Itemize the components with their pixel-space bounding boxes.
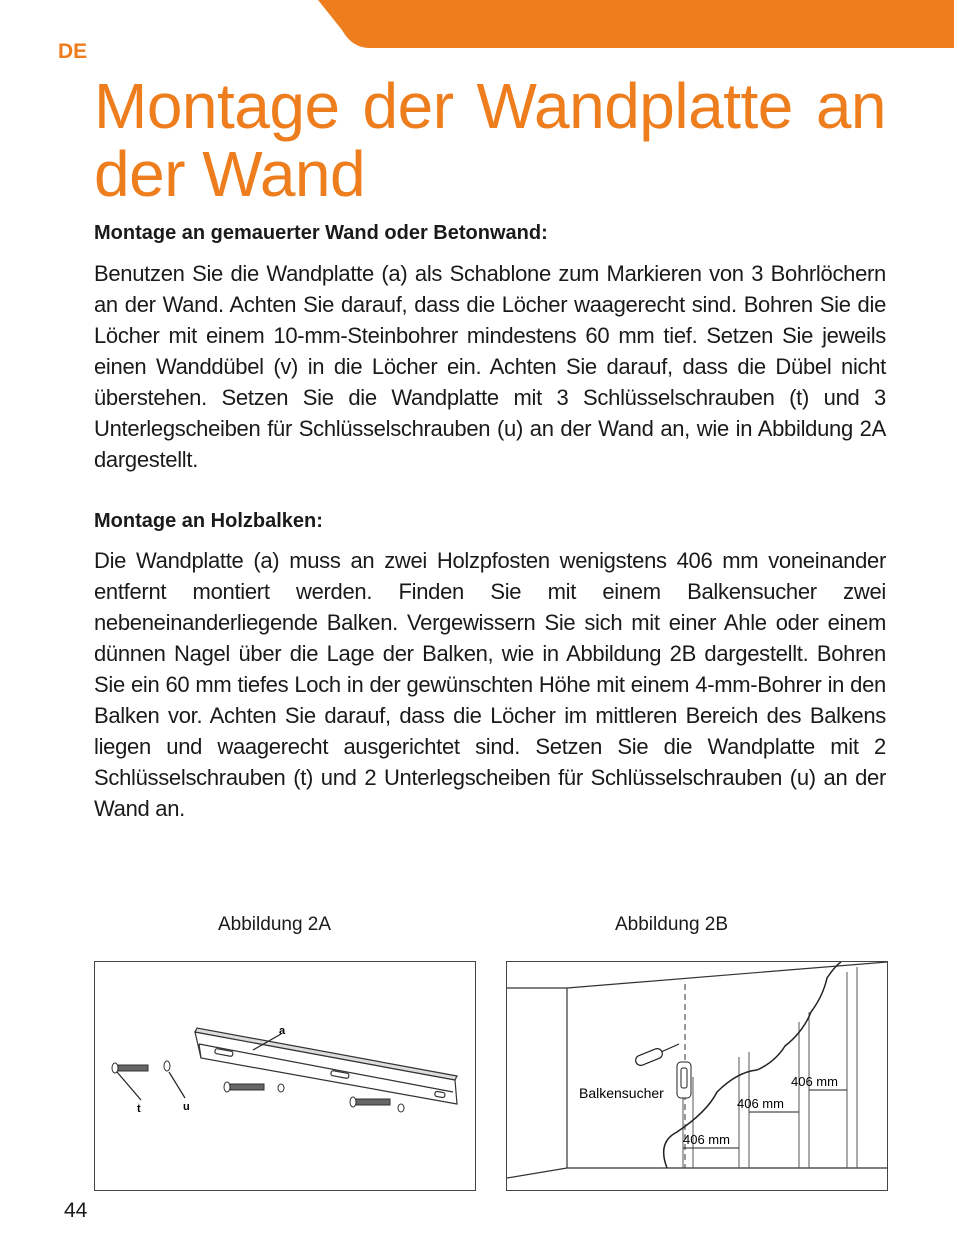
figure-2b-stud-finder-illustration [506,961,888,1191]
section-text-wood: Die Wandplatte (a) muss an zwei Holzpfosten wenigstens 406 mm voneinander entfernt montiert werden. Finden Sie mit einem Balkensucher zwei nebeneinanderliegende Balken. Vergewissern Sie sich mit einer Ahle oder einem dünnen Nagel über die Lage der Balken, wie in Abbildung 2B dargestellt. Bohren Sie ein 60 mm tiefes Loch in der gewünschten Höhe mit einem 4-mm-Bohrer in den Balken vor. Achten Sie darauf, dass die Löcher im mittleren Bereich des Balkens liegen und waagerecht ausgerichtet sind. Setzen Sie die Wandplatte mit 2 Schlüsselschrauben (t) und 2 Unterlegscheiben für Schlüsselschrauben (u) an der Wand an. [94,548,886,821]
dimension-label-3: 406 mm [791,1074,838,1089]
section-heading-wood: Montage an Holzbalken: [94,510,323,532]
dimension-label-1: 406 mm [683,1132,730,1147]
figure-2a-caption: Abbildung 2A [218,914,332,935]
section-heading-masonry: Montage an gemauerter Wand oder Betonwand: [94,222,548,244]
figure-2b-caption: Abbildung 2B [615,914,729,935]
awl-icon [634,1044,679,1067]
label-a: a [279,1025,286,1037]
label-stud-finder: Balkensucher [579,1085,664,1101]
page-title: Montage der Wandplatte an der Wand [94,70,886,210]
section-text-masonry: Benutzen Sie die Wandplatte (a) als Schablone zum Markieren von 3 Bohrlöchern an der Wand. Achten Sie darauf, dass die Löcher waagerecht sind. Bohren Sie die Löcher mit einem 10-mm-Steinbohrer mindestens 60 mm tief. Setzen Sie jeweils einen Wanddübel (v) in die Löcher ein. Achten Sie darauf, dass die Dübel nicht überstehen. Setzen Sie die Wandplatte mit 3 Schlüsselschrauben (t) und 3 Unterlegscheiben für Schlüsselschrauben (u) an der Wand an, wie in Abbildung 2A dargestellt. [94,261,886,472]
leader-u [169,1072,185,1098]
figure-2a-wall-plate-illustration [94,961,476,1191]
page-number: 44 [64,1199,88,1222]
dimension-label-2: 406 mm [737,1096,784,1111]
header-tab [0,0,954,48]
language-label: DE [58,40,88,63]
wall-plate [195,1028,457,1104]
leader-t [117,1072,141,1100]
label-t: t [137,1103,141,1115]
label-u: u [183,1101,190,1113]
